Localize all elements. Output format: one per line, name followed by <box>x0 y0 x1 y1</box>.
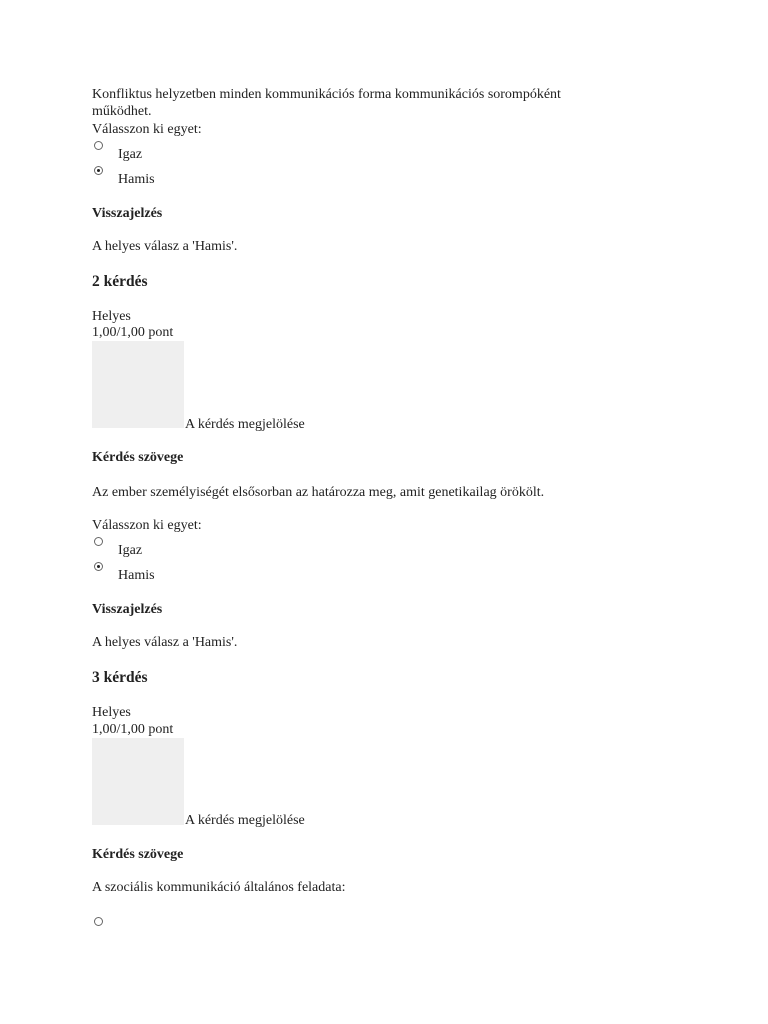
question-3-flag-icon[interactable] <box>92 738 184 825</box>
question-2-heading: 2 kérdés <box>92 273 148 290</box>
question-3-points: 1,00/1,00 pont <box>92 722 174 737</box>
question-1-radio-igaz[interactable] <box>94 141 103 150</box>
question-1-text-line-1: Konfliktus helyzetben minden kommunikációs forma kommunikációs sorompóként <box>92 87 561 102</box>
question-2-radio-igaz[interactable] <box>94 537 103 546</box>
question-1-feedback-heading: Visszajelzés <box>92 206 163 221</box>
question-2-radio-hamis[interactable] <box>94 562 103 571</box>
question-2-prompt: Válasszon ki egyet: <box>92 518 202 533</box>
question-3-text: A szociális kommunikáció általános feladata: <box>92 880 346 895</box>
question-1-option-hamis: Hamis <box>118 172 155 187</box>
question-2-flag-label[interactable]: A kérdés megjelölése <box>185 417 305 432</box>
question-1-option-igaz: Igaz <box>118 147 143 162</box>
question-2-text-heading: Kérdés szövege <box>92 450 184 465</box>
question-2-option-hamis: Hamis <box>118 568 155 583</box>
question-2-points: 1,00/1,00 pont <box>92 325 174 340</box>
question-1-prompt: Válasszon ki egyet: <box>92 122 202 137</box>
question-3-flag-label[interactable]: A kérdés megjelölése <box>185 813 305 828</box>
question-2-feedback: A helyes válasz a 'Hamis'. <box>92 635 238 650</box>
question-2-text: Az ember személyiségét elsősorban az határozza meg, amit genetikailag örökölt. <box>92 485 545 500</box>
question-1-text-line-2: működhet. <box>92 104 152 119</box>
question-2-flag-icon[interactable] <box>92 341 184 428</box>
question-1-radio-hamis[interactable] <box>94 166 103 175</box>
question-1-feedback: A helyes válasz a 'Hamis'. <box>92 239 238 254</box>
question-3-text-heading: Kérdés szövege <box>92 847 184 862</box>
question-3-heading: 3 kérdés <box>92 669 148 686</box>
question-2-option-igaz: Igaz <box>118 543 143 558</box>
question-2-status: Helyes <box>92 309 131 324</box>
question-2-feedback-heading: Visszajelzés <box>92 602 163 617</box>
question-3-radio-option-1[interactable] <box>94 917 103 926</box>
question-3-status: Helyes <box>92 705 131 720</box>
